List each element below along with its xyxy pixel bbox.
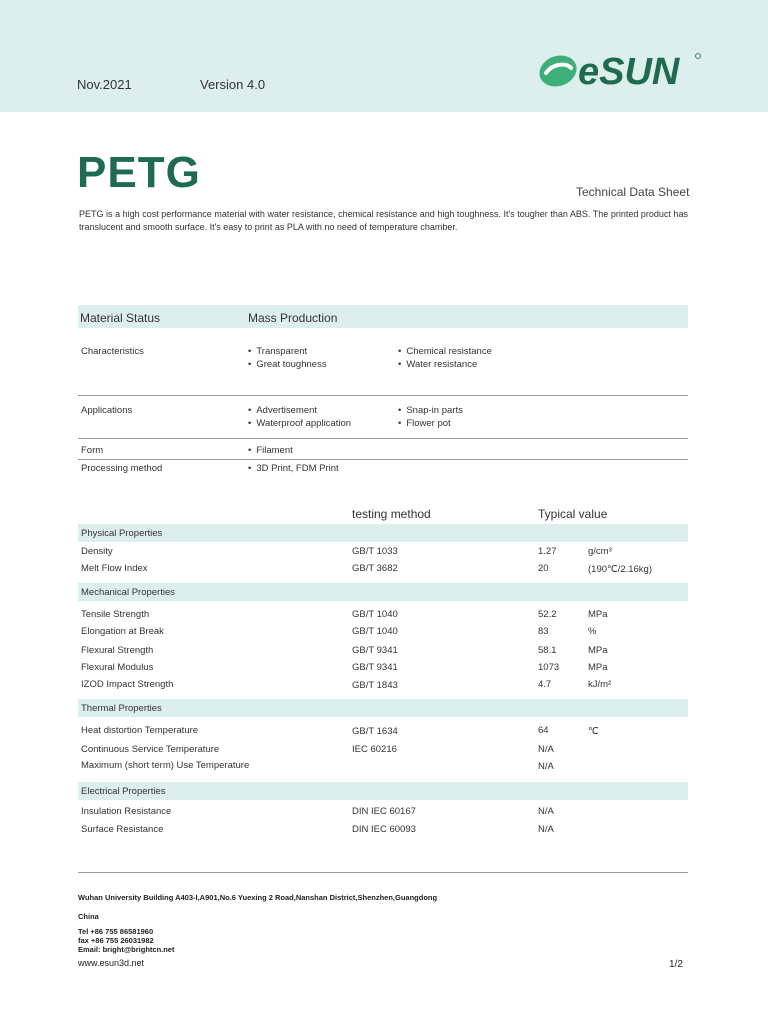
application-item: • Waterproof application	[248, 418, 351, 429]
section-band-physical	[78, 524, 688, 542]
document-version: Version 4.0	[200, 77, 266, 92]
applications-label: Applications	[81, 405, 133, 416]
processing-label: Processing method	[81, 463, 163, 474]
document-date: Nov.2021	[77, 77, 132, 92]
property-unit: g/cm³	[588, 546, 612, 557]
property-value: 20	[538, 563, 549, 574]
property-value: N/A	[538, 761, 554, 772]
property-method: GB/T 1843	[352, 680, 398, 691]
property-method: GB/T 1033	[352, 546, 398, 557]
footer-email: Email: bright@brightcn.net	[78, 945, 175, 954]
footer-fax: fax +86 755 26031982	[78, 936, 154, 945]
property-name: IZOD Impact Strength	[81, 679, 174, 690]
page-number: 1/2	[669, 959, 683, 970]
property-method: GB/T 1634	[352, 726, 398, 737]
property-method: GB/T 1040	[352, 609, 398, 620]
property-unit: %	[588, 626, 597, 637]
property-value: 52.2	[538, 609, 557, 620]
application-item: • Advertisement	[248, 405, 317, 416]
section-heading-electrical: Electrical Properties	[81, 786, 166, 797]
footer-country: China	[78, 912, 99, 921]
footer-website-link[interactable]: www.esun3d.net	[78, 958, 145, 968]
property-name: Tensile Strength	[81, 609, 150, 620]
footer-tel: Tel +86 755 86581960	[78, 927, 154, 936]
section-band-electrical	[78, 782, 688, 800]
divider	[78, 459, 688, 460]
section-band-thermal	[78, 699, 688, 717]
divider	[78, 438, 688, 439]
property-name: Elongation at Break	[81, 626, 164, 637]
characteristic-item: • Chemical resistance	[398, 346, 492, 357]
product-title: PETG	[77, 148, 201, 197]
property-method: IEC 60216	[352, 744, 397, 755]
property-name: Flexural Modulus	[81, 662, 154, 673]
material-status-band	[78, 305, 688, 328]
property-value: N/A	[538, 806, 554, 817]
property-name: Density	[81, 546, 113, 557]
property-unit: MPa	[588, 662, 608, 673]
property-name: Insulation Resistance	[81, 806, 172, 817]
column-header-typical-value: Typical value	[538, 507, 608, 521]
section-heading-thermal: Thermal Properties	[81, 703, 162, 714]
form-value: • Filament	[248, 445, 293, 456]
application-item: • Flower pot	[398, 418, 451, 429]
application-item: • Snap-in parts	[398, 405, 463, 416]
property-value: 58.1	[538, 645, 557, 656]
property-value: 1073	[538, 662, 560, 673]
property-method: GB/T 9341	[352, 662, 398, 673]
characteristic-item: • Transparent	[248, 346, 307, 357]
footer-divider	[78, 872, 688, 873]
characteristics-label: Characteristics	[81, 346, 144, 357]
characteristic-item: • Water resistance	[398, 359, 477, 370]
brand-wordmark: eSUN	[578, 51, 680, 93]
document-subtitle: Technical Data Sheet	[576, 185, 690, 199]
property-value: N/A	[538, 824, 554, 835]
property-name: Melt Flow Index	[81, 563, 148, 574]
material-status-label: Material Status	[80, 311, 161, 325]
property-value: 4.7	[538, 679, 552, 690]
column-header-testing-method: testing method	[352, 507, 431, 521]
section-heading-mechanical: Mechanical Properties	[81, 587, 175, 598]
divider	[78, 395, 688, 396]
processing-value: • 3D Print, FDM Print	[248, 463, 339, 474]
property-unit: kJ/m²	[588, 679, 612, 690]
property-method: DIN IEC 60167	[352, 806, 416, 817]
property-name: Maximum (short term) Use Temperature	[81, 760, 250, 771]
property-name: Continuous Service Temperature	[81, 744, 220, 755]
property-name: Surface Resistance	[81, 824, 164, 835]
material-status-value: Mass Production	[248, 311, 338, 325]
property-method: GB/T 3682	[352, 563, 398, 574]
property-method: GB/T 9341	[352, 645, 398, 656]
esun-logo	[538, 46, 703, 94]
property-value: 1.27	[538, 546, 557, 557]
characteristic-item: • Great toughness	[248, 359, 327, 370]
section-heading-physical: Physical Properties	[81, 528, 163, 539]
property-name: Heat distortion Temperature	[81, 725, 199, 736]
property-unit: MPa	[588, 645, 608, 656]
property-unit: ℃	[588, 726, 599, 737]
property-method: DIN IEC 60093	[352, 824, 416, 835]
property-method: GB/T 1040	[352, 626, 398, 637]
property-value: 64	[538, 725, 549, 736]
form-label: Form	[81, 445, 104, 456]
property-name: Flexural Strength	[81, 645, 154, 656]
property-unit: (190℃/2.16kg)	[588, 564, 653, 575]
footer-address: Wuhan University Building A403-I,A901,No.6 Yuexing 2 Road,Nanshan District,Shenzhen,Guangdong	[78, 893, 438, 902]
product-intro: PETG is a high cost performance material with water resistance, chemical resistance and high toughness. It's tougher than ABS. The printed product has translucent and smooth surface. It's easy to print as PLA with no need of temperature chamber.	[79, 209, 688, 232]
property-value: 83	[538, 626, 549, 637]
property-value: N/A	[538, 744, 554, 755]
property-unit: MPa	[588, 609, 608, 620]
